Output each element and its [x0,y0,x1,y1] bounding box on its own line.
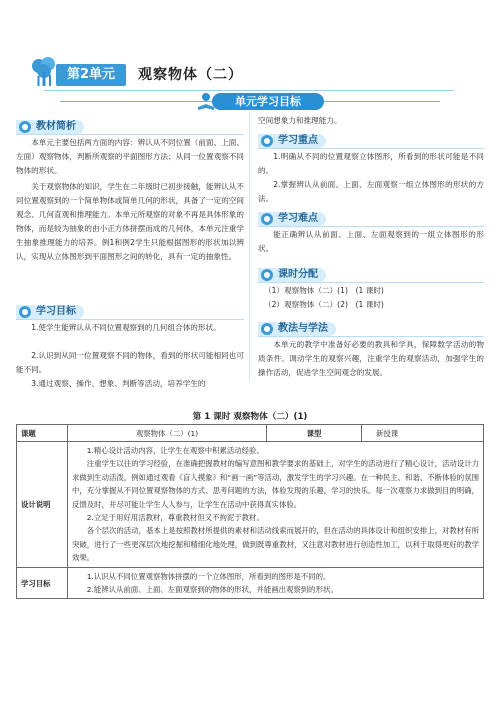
table-row [17,442,484,568]
lesson-title: 第 1 课时 观察物体（二）(1) [192,412,308,422]
table-label: 设计说明 [17,442,68,568]
table-label: 课题 [17,425,68,442]
paragraph: 1.使学生能辨认从不同位置观察到的几何组合体的形状。 [31,323,221,332]
section-rule [16,134,244,135]
paragraph: 2.掌握辨认从前面、上面、左面观察一组立体图形的形状的方法。 [258,180,484,203]
section-pin-icon [19,121,31,133]
paragraph: 2.立足于用好用活教材，尊重教材但又不拘泥于教材。 [86,513,264,523]
table-row [17,425,484,442]
paragraph: 本单元主要包括两方面的内容：辨认从不同位置（前面、上面、左面）观察物体，判断所观察的平面图形方法；从同一位置观察不同物体的形状。 [16,138,244,175]
section-key-points [258,134,326,148]
unit-title: 观察物体（二） [138,67,243,83]
paragraph: 本单元的教学中准备好必要的教具和学具，保障数学活动的物质条件。调动学生的观察兴趣，注重学生的观察活动，加强学生的操作活动，促进学生空间观念的发展。 [258,340,484,377]
section-methods [258,322,336,336]
section-learning-goals [16,305,84,319]
section-rule [258,336,484,337]
section-rule [16,319,244,320]
section-rule [258,226,484,227]
section-pin-icon [261,323,273,335]
section-title: 课时分配 [278,269,318,280]
section-title: 学习重点 [278,135,318,146]
paragraph: 1.明确从不同的位置观察立体图形，所看到的形状可能是不同的。 [258,152,484,175]
paragraph: 3.通过观察、操作、想象、判断等活动，培养学生的 [31,379,206,388]
section-schedule [258,268,326,282]
paragraph: 能正确辨认从前面、上面、左面观察到的一组立体图形的形状。 [258,230,484,253]
paragraph: 关于观察物体的知识，学生在二年级时已初步接触，能辨认从不同位置观察到的一个简单物体或简单几何的形状，具备了一定的空间观念、几何直观和推理能力。本单元所观察的对象不再是具体形象的物体，而是较为抽象的由小正方体拼摆而成的几何体，本单元注重学生抽象推理能力的培养。例1和例2学生只能根据图形的形状加以辨认，实现从立体图形到平面图形之间的转化，具有一定的抽象性。 [16,182,244,261]
table-label: 学习目标 [17,567,68,599]
paragraph: 1.精心设计活动内容，让学生在观察中积累活动经验。 [86,446,264,455]
tree-icon [30,56,58,88]
table-label: 课型 [267,425,362,442]
paragraph: 注重学生以往的学习经验，在准确把握教材的编写意图和教学要求的基础上，对学生的活动进行了精心设计，活动设计力求做到生动活泼，例如通过观看《盲人摸象》和“画一画”等活动，激发学生的学习兴趣。在一种民主、和谐、不断体验的氛围中，充分掌握从不同位置观察物体的方式、思考问题的方法，体验发现的乐趣，学习的快乐。每一次观察力求做到目的明确，反馈及时，并尽可能让学生人人参与，让学生在活动中获得真实体验。 [72,459,479,509]
section-title: 教法与学法 [278,323,328,334]
section-rule [258,148,484,149]
section-pin-icon [261,135,273,147]
section-pin-icon [261,213,273,225]
unit-tag: 第2单元 [56,64,126,86]
table-cell [68,442,484,568]
section-title: 教材简析 [36,121,76,132]
paragraph: 2.能辨认从前面、上面、左面观察到的物体的形状，并能画出观察到的形状。 [86,585,338,595]
section-title: 学习目标 [36,306,76,317]
schedule-item: （2）观察物体（二）(2) (1 课时) [264,300,384,309]
section-textbook-analysis [16,120,84,134]
title-rule [44,90,454,91]
section-pin-icon [19,306,31,318]
section-rule [258,282,484,283]
table-cell: 新授课 [362,425,484,442]
section-pin-icon [261,269,273,281]
unit-goals-banner: 单元学习目标 [212,93,324,110]
paragraph: 1.认识从不同位置观察物体拼摆的一个立体图形，所看到的图形是不同的。 [86,571,331,581]
paragraph: 空间想象力和推理能力。 [258,116,342,125]
paragraph: 2.认识到从同一位置观察不同的物体，看到的形状可能相同也可能不同。 [16,351,244,374]
table-cell: 观察物体（二）(1) [68,425,267,442]
column-divider [249,112,250,380]
paragraph: 各个层次的活动，基本上是按照教材所提供的素材和活动线索而展开的，但在活动的具体设计和组织安排上，对教材有所突破，进行了一些更深层次地挖掘和精细化地处理，做到既尊重教材，又注意对教材进行创造性加工，以利于取得更好的教学效果。 [72,526,479,563]
table-row [17,567,484,599]
schedule-item: （1）观察物体（二）(1) (1 课时) [264,286,384,295]
table-cell [68,567,484,599]
section-difficulties [258,212,326,226]
lesson-plan-table [16,424,484,599]
section-title: 学习难点 [278,213,318,224]
